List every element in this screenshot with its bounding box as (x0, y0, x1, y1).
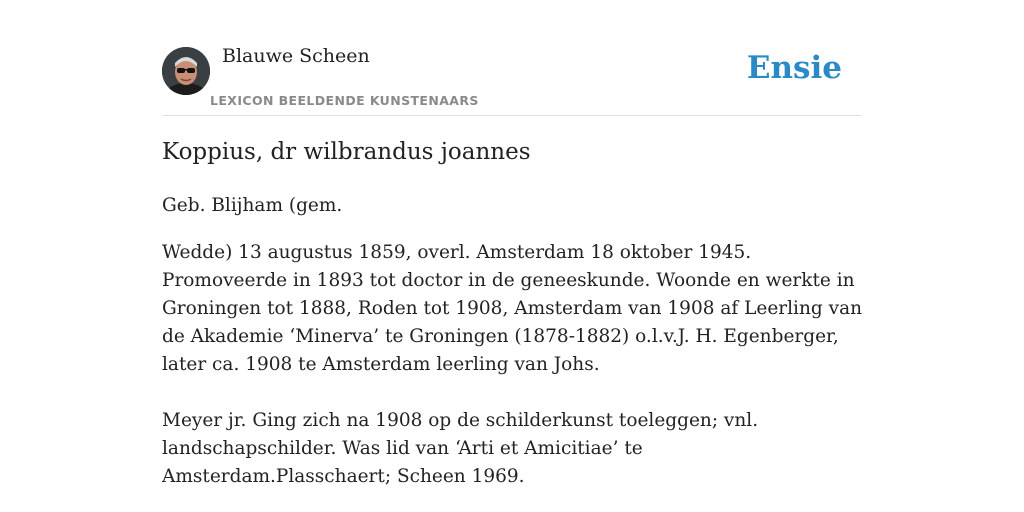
article-title: Koppius, dr wilbrandus joannes (162, 139, 531, 165)
avatar-photo (162, 47, 210, 95)
author-avatar[interactable] (162, 47, 210, 95)
article-paragraph: Wedde) 13 augustus 1859, overl. Amsterdam 18 oktober 1945. Promoveerde in 1893 tot doctor in de geneeskunde. Woonde en werkte in Groningen tot 1888, Roden tot 1908, Amsterdam van 1908 af Leerling van de Akademie ‘Minerva’ te Groningen (1878-1882) o.l.v.J. H. Egenberger, later ca. 1908 te Amsterdam leerling van Johs. (162, 242, 863, 375)
article-page (162, 0, 862, 512)
category-label[interactable]: LEXICON BEELDENDE KUNSTENAARS (210, 93, 479, 108)
article-paragraph: Meyer jr. Ging zich na 1908 op de schilderkunst toeleggen; vnl. landschapschilder. Was lid van ‘Arti et Amicitiae’ te Amsterdam.Plasschaert; Scheen 1969. (162, 410, 759, 487)
author-name[interactable]: Blauwe Scheen (222, 45, 370, 67)
brand-logo[interactable]: Ensie (746, 50, 842, 86)
article-paragraph: Geb. Blijham (gem. (162, 195, 343, 216)
header-divider (162, 115, 862, 116)
